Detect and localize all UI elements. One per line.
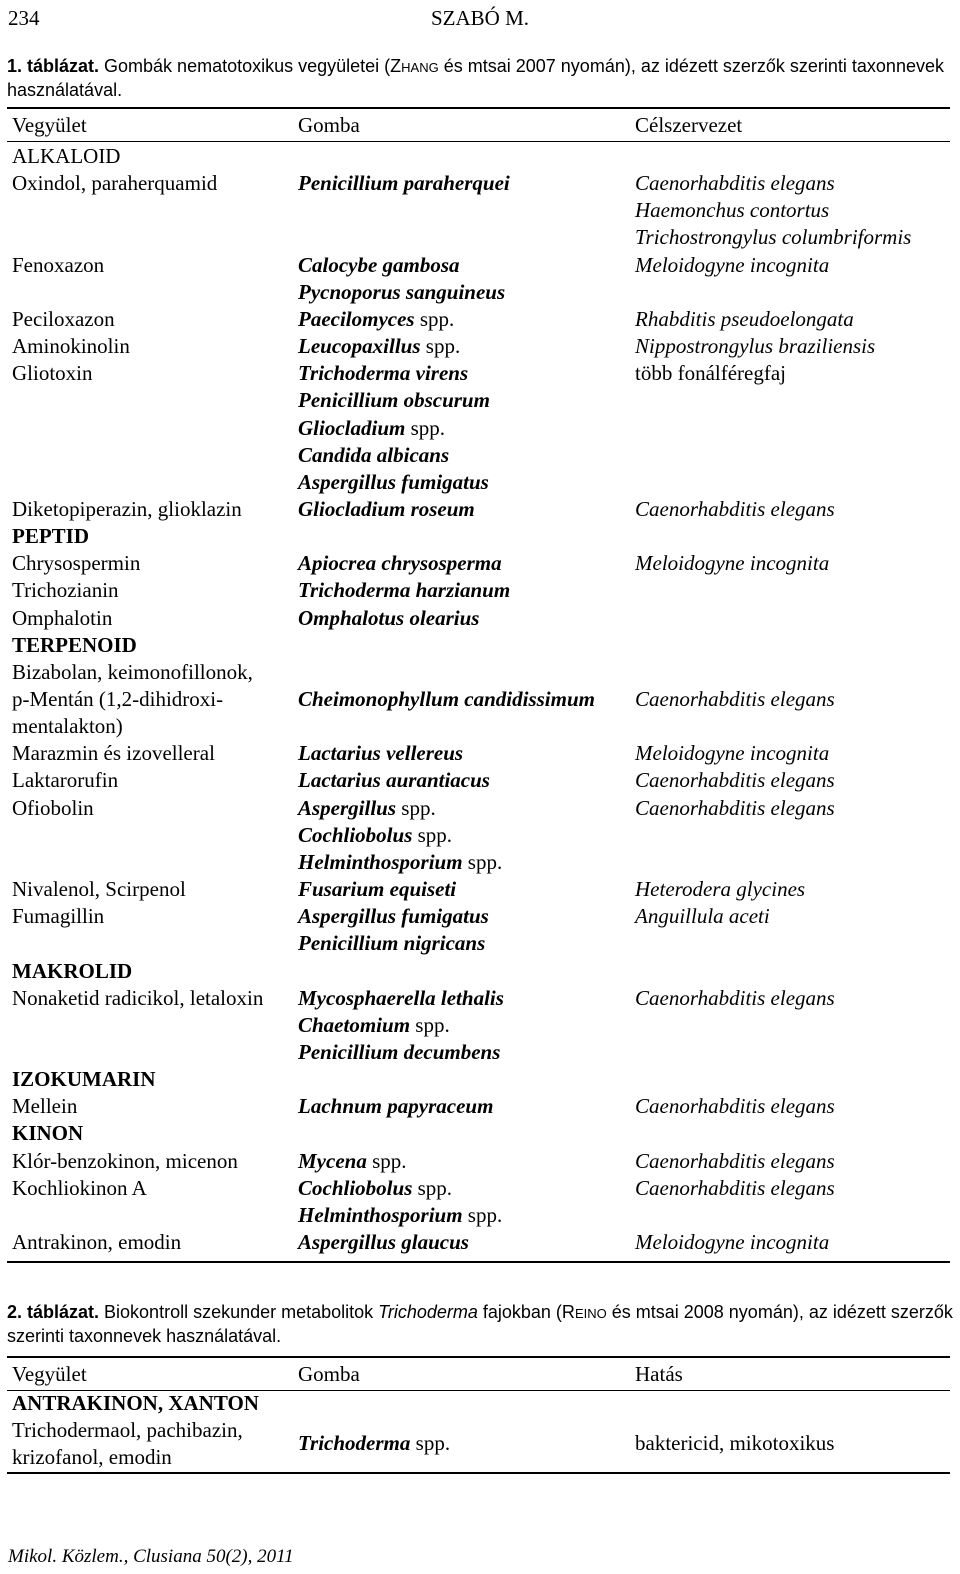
table1-fungus-cell	[298, 333, 460, 360]
table1-target-cell: Caenorhabditis elegans	[635, 171, 835, 196]
fungus-spp: spp.	[420, 334, 461, 359]
table1-compound-cell: Gliotoxin	[12, 361, 93, 386]
fungus-name: Gliocladium roseum	[298, 496, 475, 521]
table1-fungus-cell	[298, 1202, 502, 1229]
table1-fungus-cell	[298, 306, 454, 333]
fungus-spp: spp.	[396, 795, 436, 820]
fungus-name: Lactarius vellereus	[298, 741, 464, 766]
table1-target-cell: Caenorhabditis elegans	[635, 768, 835, 793]
table1-target-cell: Haemonchus contortus	[635, 198, 830, 223]
table1-fungus-cell	[298, 930, 485, 957]
table1-compound-cell: Fumagillin	[12, 904, 105, 929]
table2-caption: 2. táblázat. Biokontroll szekunder metabolitok Trichoderma fajokban (Reino és mtsai 2008 nyomán), az idézett szerzők szerinti taxonnevek használatával.	[7, 1302, 953, 1346]
table1-compound-cell: mentalakton)	[12, 714, 123, 739]
table1-caption: 1. táblázat. Gombák nematotoxikus vegyületei (Zhang és mtsai 2007 nyomán), az idézett szerzők szerinti taxonnevek használatával.	[7, 56, 944, 100]
table1-compound-cell: Marazmin és izovelleral	[12, 741, 215, 766]
table1-fungus-cell	[298, 849, 502, 876]
table1-fungus-cell	[298, 1148, 407, 1175]
fungus-name: Candida albicans	[298, 442, 450, 467]
table1-group-label: MAKROLID	[12, 958, 133, 983]
table1-compound-cell: Trichozianin	[12, 578, 119, 603]
table1-target-cell: Caenorhabditis elegans	[635, 1094, 835, 1119]
table1-fungus-cell	[298, 279, 505, 306]
table2-compound-line1: Trichodermaol, pachibazin,	[12, 1418, 243, 1442]
table1-compound-cell: Nonaketid radicikol, letaloxin	[12, 985, 264, 1010]
fungus-name: Cheimonophyllum candidissimum	[298, 687, 595, 711]
table1-compound-cell: Oxindol, paraherquamid	[12, 171, 218, 196]
table1-target-cell: Caenorhabditis elegans	[635, 795, 835, 820]
fungus-name: Calocybe gambosa	[298, 252, 460, 277]
table1-target-cell: Meloidogyne incognita	[635, 1230, 830, 1254]
table2-effect-cell: baktericid, mikotoxikus	[635, 1431, 835, 1455]
table1-fungus-cell	[298, 795, 436, 822]
table1-compound-cell: Klór-benzokinon, micenon	[12, 1148, 238, 1173]
page-footer: Mikol. Közlem., Clusiana 50(2), 2011	[8, 1546, 294, 1567]
table1-compound-cell: Antrakinon, emodin	[12, 1230, 182, 1254]
table1-compound-cell: Ofiobolin	[12, 795, 94, 820]
fungus-spp: spp.	[462, 849, 503, 874]
table1-fungus-cell	[298, 876, 456, 903]
fungus-spp: spp.	[412, 1175, 453, 1200]
fungus-name: Paecilomyces	[298, 306, 415, 331]
table1-fungus-cell	[298, 1093, 493, 1120]
table1-compound-cell: Diketopiperazin, glioklazin	[12, 496, 242, 521]
table1-group-label: IZOKUMARIN	[12, 1067, 156, 1092]
page-number: 234	[8, 6, 40, 30]
fungus-name: Omphalotus olearius	[298, 605, 480, 630]
fungus-name: Penicillium paraherquei	[298, 171, 510, 196]
table1-fungus-cell	[298, 1012, 450, 1039]
fungus-spp: spp.	[462, 1202, 503, 1227]
table1-compound-cell: Mellein	[12, 1094, 78, 1119]
table1-header-fungus: Gomba	[298, 113, 360, 137]
table2-header-effect: Hatás	[635, 1362, 683, 1386]
fungus-spp: spp.	[410, 1012, 450, 1037]
table1-header-target: Célszervezet	[635, 113, 743, 137]
fungus-spp: spp.	[366, 1148, 407, 1173]
table1-target-cell: Meloidogyne incognita	[635, 551, 830, 576]
table1-target-cell: Caenorhabditis elegans	[635, 1148, 835, 1173]
fungus-name: Helminthosporium	[298, 1202, 463, 1227]
table1-group-label: PEPTID	[12, 524, 90, 549]
table1-fungus-cell	[298, 605, 479, 632]
table1-compound-cell: Aminokinolin	[12, 334, 130, 359]
table1	[7, 107, 950, 1263]
table1-fungus-cell	[298, 1175, 452, 1202]
table1-group-label: KINON	[12, 1121, 84, 1146]
running-head: SZABÓ M.	[430, 6, 530, 30]
table1-target-cell: Nippostrongylus braziliensis	[635, 334, 876, 359]
table1-compound-cell: Laktarorufin	[12, 768, 119, 793]
fungus-name: Aspergillus fumigatus	[298, 469, 489, 494]
fungus-name: Apiocrea chrysosperma	[298, 551, 502, 576]
fungus-name: Aspergillus	[298, 795, 397, 820]
table1-fungus-cell	[298, 469, 489, 496]
table1-target-cell: Caenorhabditis elegans	[635, 687, 835, 711]
table1-fungus-cell	[298, 1039, 500, 1066]
table1-group-label: TERPENOID	[12, 632, 137, 657]
table1-target-cell: Meloidogyne incognita	[635, 741, 830, 766]
fungus-name: Lactarius aurantiacus	[298, 768, 490, 793]
fungus-name: Penicillium decumbens	[298, 1039, 501, 1064]
table1-target-cell: Heterodera glycines	[635, 877, 806, 902]
table1-compound-cell: Chrysospermin	[12, 551, 141, 576]
table1-compound-cell: p-Mentán (1,2-dihidroxi-	[12, 687, 224, 711]
table1-fungus-cell	[298, 740, 463, 767]
table1-compound-cell: Peciloxazon	[12, 306, 115, 331]
table1-header-compound: Vegyület	[12, 113, 87, 137]
table1-compound-cell: Kochliokinon A	[12, 1175, 147, 1200]
fungus-spp: spp.	[405, 415, 446, 440]
fungus-name: Helminthosporium	[298, 849, 463, 874]
table1-target-cell: Caenorhabditis elegans	[635, 985, 835, 1010]
fungus-name: Chaetomium	[298, 1012, 411, 1037]
table2-header-fungus: Gomba	[298, 1362, 360, 1386]
table1-fungus-cell	[298, 550, 502, 577]
table1-fungus-cell	[298, 767, 490, 794]
fungus-name: Aspergillus fumigatus	[298, 904, 489, 929]
table1-fungus-cell	[298, 822, 452, 849]
table1-compound-cell: Fenoxazon	[12, 252, 105, 277]
table1-compound-cell: Nivalenol, Scirpenol	[12, 877, 186, 902]
table2-fungus-cell: Trichoderma spp.	[298, 1431, 451, 1455]
table1-group-label: ALKALOID	[12, 144, 121, 168]
fungus-name: Mycosphaerella lethalis	[298, 985, 504, 1010]
fungus-name: Lachnum papyraceum	[298, 1094, 494, 1119]
table2	[7, 1356, 950, 1474]
table1-target-cell: Meloidogyne incognita	[635, 252, 830, 277]
table2-header-compound: Vegyület	[12, 1362, 87, 1386]
table1-fungus-cell	[298, 415, 445, 442]
table1-fungus-cell	[298, 252, 460, 279]
table2-group-label: ANTRAKINON, XANTON	[12, 1391, 259, 1415]
table2-header	[7, 1358, 950, 1391]
table1-target-cell: több fonálféregfaj	[635, 361, 787, 386]
table1-fungus-cell	[298, 496, 475, 523]
table1-compound-cell: Bizabolan, keimonofillonok,	[12, 659, 253, 684]
fungus-name: Aspergillus glaucus	[298, 1230, 469, 1254]
table2-caption-label: 2. táblázat.	[7, 1302, 100, 1322]
fungus-name: Mycena	[298, 1148, 367, 1173]
table1-fungus-cell	[298, 985, 504, 1012]
table1-fungus-cell	[298, 170, 510, 197]
table1-fungus-cell	[298, 903, 489, 930]
table1-fungus-cell	[298, 442, 449, 469]
table1-target-cell: Caenorhabditis elegans	[635, 496, 835, 521]
fungus-name: Cochliobolus	[298, 822, 413, 847]
table2-compound-line2: krizofanol, emodin	[12, 1445, 172, 1469]
fungus-name: Gliocladium	[298, 415, 406, 440]
table1-fungus-cell	[298, 577, 510, 604]
fungus-spp: spp.	[414, 306, 455, 331]
table1-header	[7, 109, 950, 142]
table1-fungus-cell	[298, 387, 490, 414]
table1-target-cell: Rhabditis pseudoelongata	[635, 306, 854, 331]
table1-fungus-cell	[298, 686, 595, 713]
fungus-spp: spp.	[412, 822, 453, 847]
table1-target-cell: Caenorhabditis elegans	[635, 1175, 835, 1200]
fungus-name: Leucopaxillus	[298, 334, 421, 359]
fungus-name: Penicillium obscurum	[298, 388, 490, 413]
fungus-name: Pycnoporus sanguineus	[298, 279, 506, 304]
fungus-name: Fusarium equiseti	[298, 877, 457, 902]
fungus-name: Trichoderma harzianum	[298, 578, 511, 603]
table1-target-cell: Anguillula aceti	[635, 904, 770, 929]
table1-caption-label: 1. táblázat.	[7, 56, 100, 76]
table1-fungus-cell	[298, 360, 468, 387]
page-header	[0, 6, 960, 36]
fungus-name: Trichoderma virens	[298, 361, 469, 386]
fungus-name: Penicillium nigricans	[298, 931, 486, 956]
fungus-name: Cochliobolus	[298, 1175, 413, 1200]
table1-fungus-cell	[298, 1229, 469, 1256]
table1-compound-cell: Omphalotin	[12, 605, 113, 630]
table1-target-cell: Trichostrongylus columbriformis	[635, 225, 912, 250]
